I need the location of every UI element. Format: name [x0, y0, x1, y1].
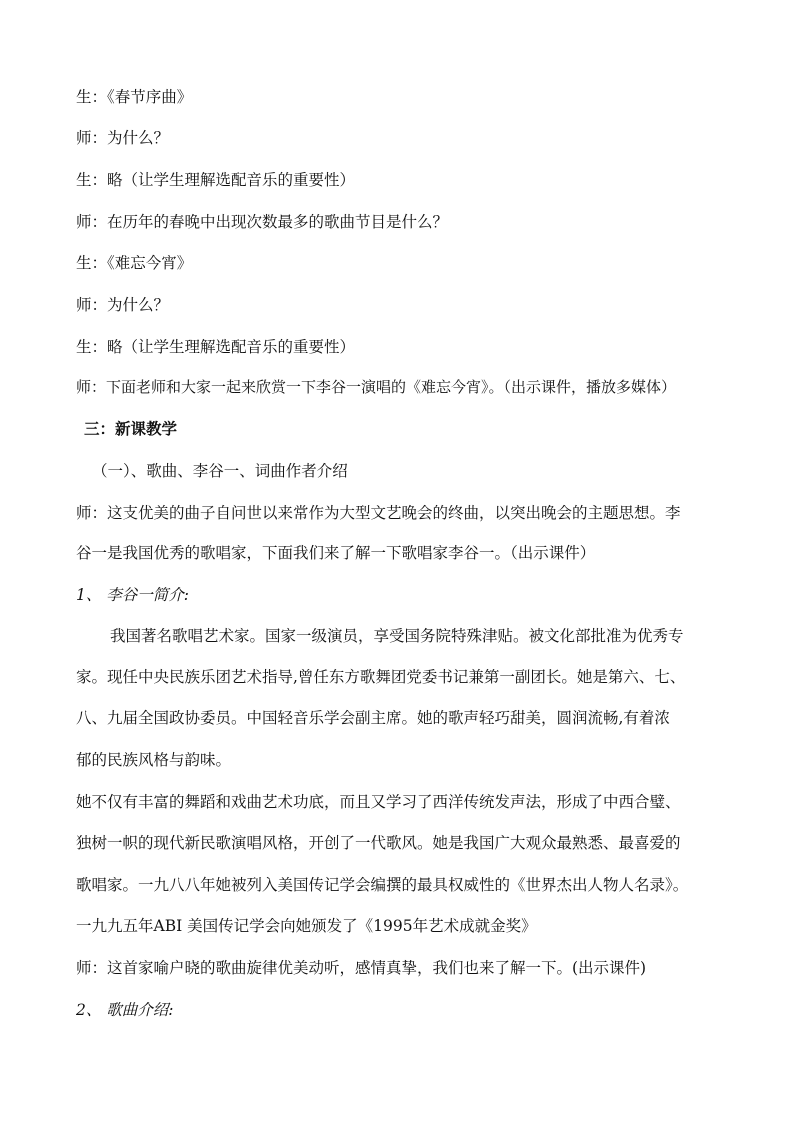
dialogue-line-5: 生：《难忘今宵》	[76, 254, 193, 272]
section-heading: 三：新课教学	[84, 419, 178, 438]
dialogue-line-3: 生：略（让学生理解选配音乐的重要性）	[76, 171, 356, 189]
dialogue-line-6: 师：为什么？	[76, 296, 170, 314]
teacher-intro-line-1: 师：这支优美的曲子自问世以来常作为大型文艺晚会的终曲，以突出晚会的主题思想。李	[76, 504, 681, 522]
bio-para1-line-1: 我国著名歌唱艺术家。国家一级演员，享受国务院特殊津贴。被文化部批准为优秀专	[110, 627, 684, 645]
teacher-intro-line-2: 谷一是我国优秀的歌唱家，下面我们来了解一下歌唱家李谷一。（出示课件）	[76, 544, 596, 562]
dialogue-line-4: 师：在历年的春晚中出现次数最多的歌曲节目是什么？	[76, 213, 449, 231]
bio-para2-line-2: 独树一帜的现代新民歌演唱风格，开创了一代歌风。她是我国广大观众最熟悉、最喜爱的	[76, 834, 681, 852]
bio-para2-line-4: 一九九五年ABI 美国传记学会向她颁发了《1995年艺术成就金奖》	[76, 917, 537, 935]
bio-para2-line-1: 她不仅有丰富的舞蹈和戏曲艺术功底，而且又学习了西洋传统发声法，形成了中西合璧、	[76, 793, 681, 811]
dialogue-line-8: 师：下面老师和大家一起来欣赏一下李谷一演唱的《难忘今宵》。（出示课件，播放多媒体）	[76, 378, 677, 396]
dialogue-line-2: 师：为什么？	[76, 129, 170, 147]
bio-para1-line-2: 家。现任中央民族乐团艺术指导,曾任东方歌舞团党委书记兼第一副团长。她是第六、七、	[76, 668, 686, 686]
teacher-song-line: 师：这首家喻户晓的歌曲旋律优美动听，感情真挚，我们也来了解一下。(出示课件)	[76, 959, 647, 977]
song-heading: 2、 歌曲介绍:	[76, 1001, 174, 1019]
bio-para2-line-3: 歌唱家。一九八八年她被列入美国传记学会编撰的最具权威性的《世界杰出人物人名录》。	[76, 876, 689, 894]
subsection-heading: （一）、歌曲、李谷一、词曲作者介绍	[92, 462, 348, 480]
bio-para1-line-4: 郁的民族风格与韵味。	[76, 751, 232, 769]
dialogue-line-1: 生：《春节序曲》	[76, 88, 193, 106]
dialogue-line-7: 生：略（让学生理解选配音乐的重要性）	[76, 338, 356, 356]
bio-para1-line-3: 八、九届全国政协委员。中国轻音乐学会副主席。她的歌声轻巧甜美，圆润流畅,有着浓	[76, 709, 670, 727]
bio-heading: 1、 李谷一简介:	[76, 586, 190, 604]
